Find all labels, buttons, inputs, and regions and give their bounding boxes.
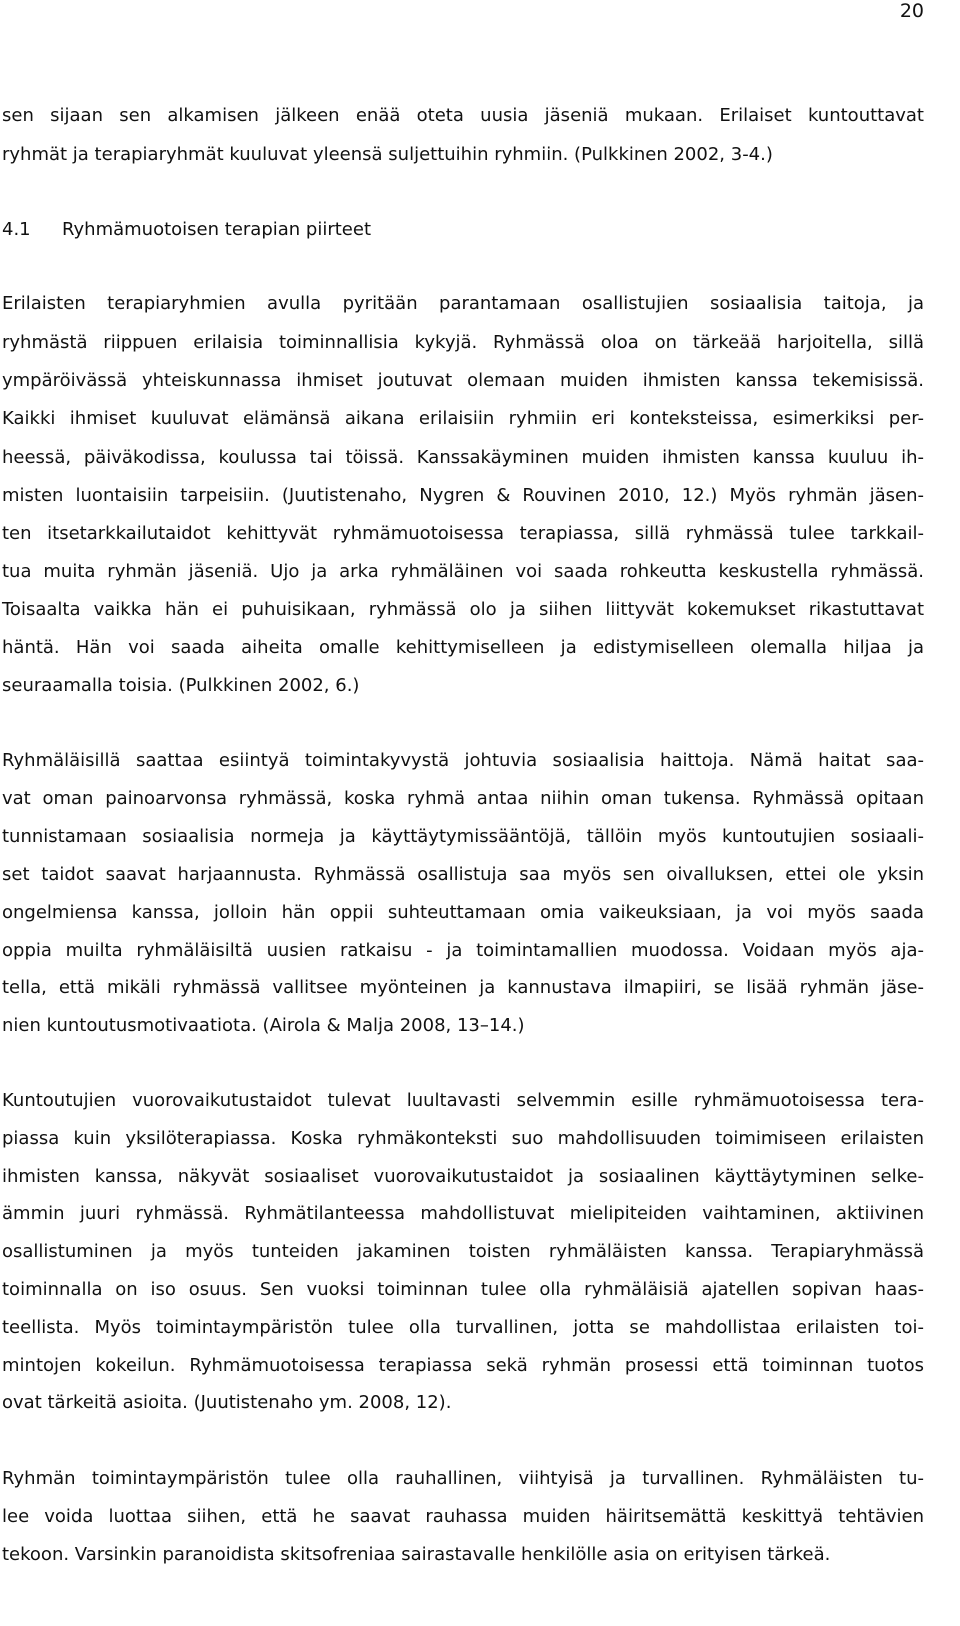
text-line: ryhmät ja terapiaryhmät kuuluvat yleensä suljettuihin ryhmiin. (Pulkkinen 2002, 3-4.)	[2, 144, 773, 165]
text-line: misten luontaisiin tarpeisiin. (Juutistenaho, Nygren & Rouvinen 2010, 12.) Myös ryhmän jäsen-	[2, 485, 924, 506]
text-line: lee voida luottaa siihen, että he saavat rauhassa muiden häiritsemättä keskittyä tehtävien	[2, 1506, 924, 1527]
text-line: ryhmästä riippuen erilaisia toiminnallisia kykyjä. Ryhmässä oloa on tärkeää harjoitella, sillä	[2, 332, 924, 353]
text-line: teellista. Myös toimintaympäristön tulee olla turvallinen, jotta se mahdollistaa erilaisten toi-	[2, 1317, 924, 1338]
text-line: tua muita ryhmän jäseniä. Ujo ja arka ryhmäläinen voi saada rohkeutta keskustella ryhmässä.	[2, 561, 924, 582]
text-line: mintojen kokeilun. Ryhmämuotoisessa terapiassa sekä ryhmän prosessi että toiminnan tuotos	[2, 1355, 924, 1376]
text-line: tella, että mikäli ryhmässä vallitsee myönteinen ja kannustava ilmapiiri, se lisää ryhmän jäse-	[2, 977, 924, 998]
section-title: Ryhmämuotoisen terapian piirteet	[62, 219, 371, 240]
text-line: toiminnalla on iso osuus. Sen vuoksi toiminnan tulee olla ryhmäläisiä ajatellen sopivan haas-	[2, 1279, 924, 1300]
text-line: Erilaisten terapiaryhmien avulla pyritään parantamaan osallistujien sosiaalisia taitoja, ja	[2, 293, 924, 314]
text-line: heessä, päiväkodissa, koulussa tai töissä. Kanssakäyminen muiden ihmisten kanssa kuuluu ih-	[2, 447, 924, 468]
text-line: Kuntoutujien vuorovaikutustaidot tulevat luultavasti selvemmin esille ryhmämuotoisessa tera-	[2, 1090, 924, 1111]
text-line: set taidot saavat harjaannusta. Ryhmässä osallistuja saa myös sen oivalluksen, ettei ole yksin	[2, 864, 924, 885]
section-number: 4.1	[2, 219, 31, 240]
text-line: ten itsetarkkailutaidot kehittyvät ryhmämuotoisessa terapiassa, sillä ryhmässä tulee tarkkail-	[2, 523, 924, 544]
text-line: nien kuntoutusmotivaatiota. (Airola & Malja 2008, 13–14.)	[2, 1015, 525, 1036]
text-line: häntä. Hän voi saada aiheita omalle kehittymiselleen ja edistymiselleen olemalla hiljaa ja	[2, 637, 924, 658]
text-line: osallistuminen ja myös tunteiden jakaminen toisten ryhmäläisten kanssa. Terapiaryhmässä	[2, 1241, 924, 1262]
text-line: ämmin juuri ryhmässä. Ryhmätilanteessa mahdollistuvat mielipiteiden vaihtaminen, aktiivinen	[2, 1203, 924, 1224]
text-line: Ryhmän toimintaympäristön tulee olla rauhallinen, viihtyisä ja turvallinen. Ryhmäläisten tu-	[2, 1468, 924, 1489]
text-line: ovat tärkeitä asioita. (Juutistenaho ym. 2008, 12).	[2, 1392, 452, 1413]
text-line: vat oman painoarvonsa ryhmässä, koska ryhmä antaa niihin oman tukensa. Ryhmässä opitaan	[2, 788, 924, 809]
text-line: tekoon. Varsinkin paranoidista skitsofreniaa sairastavalle henkilölle asia on erityisen tärkeä.	[2, 1544, 831, 1565]
text-line: Kaikki ihmiset kuuluvat elämänsä aikana erilaisiin ryhmiin eri konteksteissa, esimerkiksi per-	[2, 408, 924, 429]
section-heading	[2, 219, 371, 241]
text-line: seuraamalla toisia. (Pulkkinen 2002, 6.)	[2, 675, 360, 696]
text-line: oppia muilta ryhmäläisiltä uusien ratkaisu - ja toimintamallien muodossa. Voidaan myös aja-	[2, 940, 924, 961]
text-line: piassa kuin yksilöterapiassa. Koska ryhmäkonteksti suo mahdollisuuden toimimiseen erilaisten	[2, 1128, 924, 1149]
text-line: tunnistamaan sosiaalisia normeja ja käyttäytymissääntöjä, tällöin myös kuntoutujien sosiaali-	[2, 826, 924, 847]
page-number: 20	[899, 0, 924, 22]
text-line: sen sijaan sen alkamisen jälkeen enää oteta uusia jäseniä mukaan. Erilaiset kuntouttavat	[2, 105, 924, 126]
text-line: Ryhmäläisillä saattaa esiintyä toimintakyvystä johtuvia sosiaalisia haittoja. Nämä haitat saa-	[2, 750, 924, 771]
text-line: ympäröivässä yhteiskunnassa ihmiset joutuvat olemaan muiden ihmisten kanssa tekemisissä.	[2, 370, 924, 391]
text-line: Toisaalta vaikka hän ei puhuisikaan, ryhmässä olo ja siihen liittyvät kokemukset rikastuttavat	[2, 599, 924, 620]
text-line: ihmisten kanssa, näkyvät sosiaaliset vuorovaikutustaidot ja sosiaalinen käyttäytyminen selke-	[2, 1166, 924, 1187]
text-line: ongelmiensa kanssa, jolloin hän oppii suhteuttamaan omia vaikeuksiaan, ja voi myös saada	[2, 902, 924, 923]
